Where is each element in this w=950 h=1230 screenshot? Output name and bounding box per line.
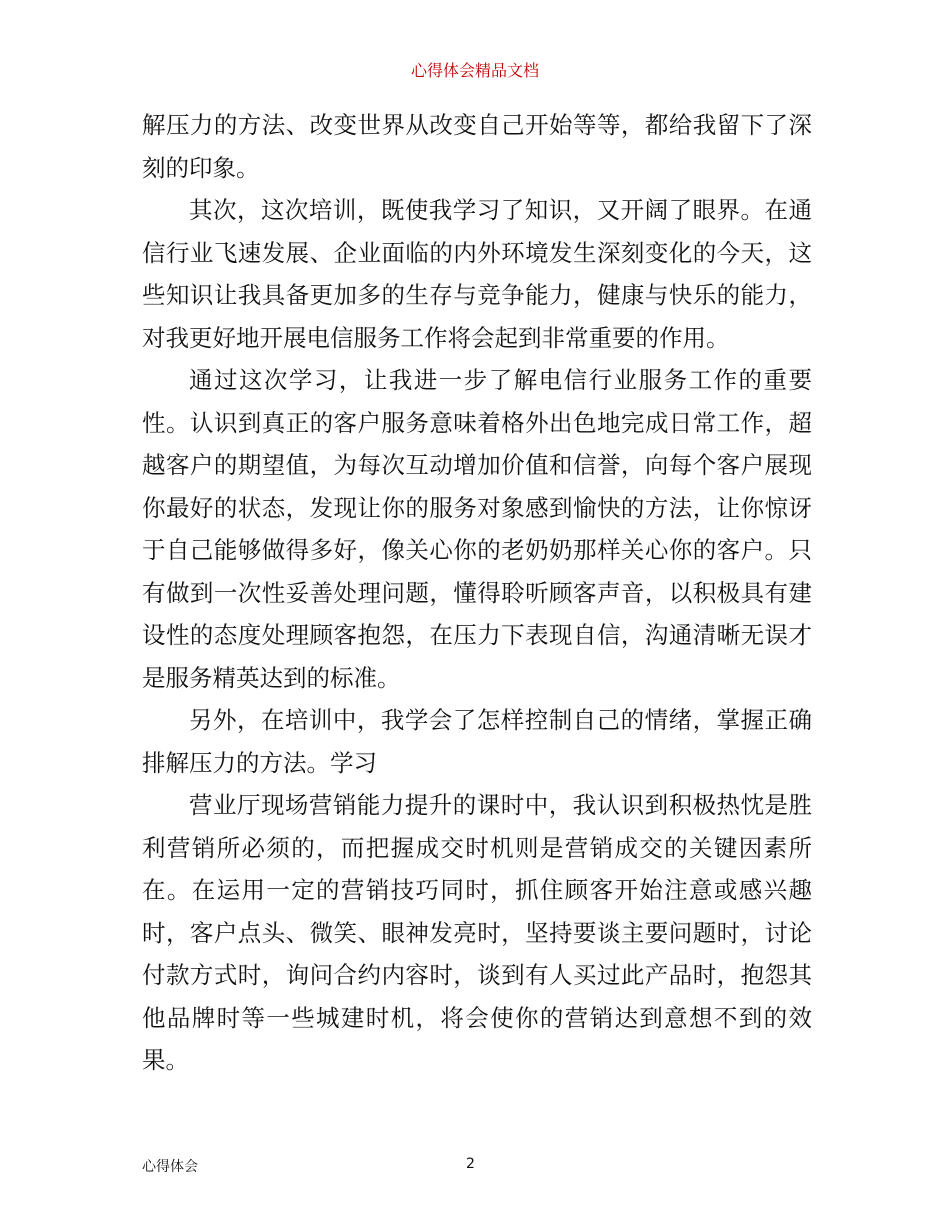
- footer-label: 心得体会: [142, 1159, 198, 1175]
- paragraph-5: 营业厅现场营销能力提升的课时中，我认识到积极热忱是胜利营销所必须的，而把握成交时机则是营销成交的关键因素所在。在运用一定的营销技巧同时，抓住顾客开始注意或感兴趣时，客户点头、微笑、眼神发亮时，坚持要谈主要问题时，讨论付款方式时，询问合约内容时，谈到有人买过此产品时，抱怨其他品牌时等一些城建时机，将会使你的营销达到意想不到的效果。: [142, 791, 812, 1074]
- paragraph-1: 解压力的方法、改变世界从改变自己开始等等，都给我留下了深刻的印象。: [142, 111, 812, 182]
- paragraph-3: 通过这次学习，让我进一步了解电信行业服务工作的重要性。认识到真正的客户服务意味着格外出色地完成日常工作，超越客户的期望值，为每次互动增加价值和信誉，向每个客户展现你最好的状态，发现让你的服务对象感到愉快的方法，让你惊讶于自己能够做得多好，像关心你的老奶奶那样关心你的客户。只有做到一次性妥善处理问题，懂得聆听顾客声音，以积极具有建设性的态度处理顾客抱怨，在压力下表现自信，沟通清晰无误才是服务精英达到的标准。: [142, 366, 812, 692]
- paragraph-2: 其次，这次培训，既使我学习了知识，又开阔了眼界。在通信行业飞速发展、企业面临的内外环境发生深刻变化的今天，这些知识让我具备更加多的生存与竞争能力，健康与快乐的能力，对我更好地开展电信服务工作将会起到非常重要的作用。: [142, 196, 812, 352]
- document-body: [142, 104, 812, 1082]
- paragraph-4: 另外，在培训中，我学会了怎样控制自己的情绪，掌握正确排解压力的方法。学习: [142, 706, 812, 777]
- page-number: 2: [466, 1156, 475, 1172]
- header-title: 心得体会精品文档: [410, 61, 539, 80]
